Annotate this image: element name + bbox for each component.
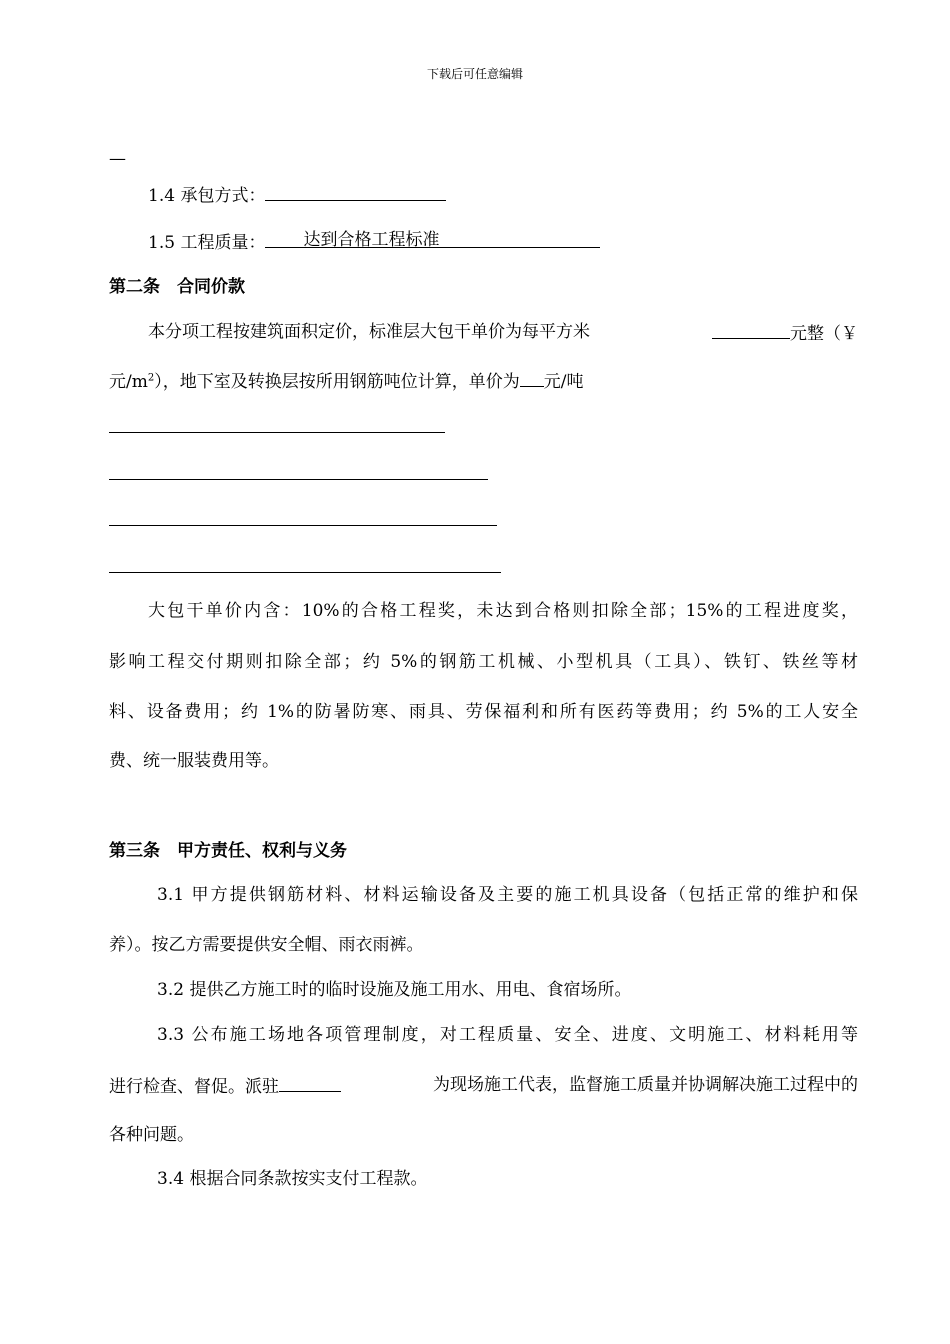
unit-price-blank[interactable] — [712, 321, 790, 339]
article-2-para-2 — [109, 369, 583, 393]
unit-text: 元/m — [109, 372, 148, 392]
clause-3-4: 3.4 根据合同条款按实支付工程款。 — [157, 1169, 428, 1189]
quality-field[interactable] — [265, 230, 600, 248]
blank-line-4[interactable] — [109, 572, 501, 573]
price-content-line-3: 料、设备费用；约 1%的防暑防寒、雨具、劳保福利和所有医药等费用；约 5%的工人安全 — [109, 702, 858, 722]
price-content-line-1: 大包干单价内含：10%的合格工程奖，未达到合格则扣除全部；15%的工程进度奖， — [148, 601, 858, 621]
dispatch-text: 进行检查、督促。派驻 — [109, 1077, 279, 1097]
clause-3-3-line-1: 3.3 公布施工场地各项管理制度，对工程质量、安全、进度、文明施工、材料耗用等 — [157, 1025, 858, 1045]
clause-3-3-line-2 — [109, 1074, 858, 1098]
article-2-para-1 — [148, 321, 858, 345]
price-content-line-2: 影响工程交付期则扣除全部；约 5%的钢筋工机械、小型机具（工具）、铁钉、铁丝等材 — [109, 652, 858, 672]
site-rep-blank[interactable] — [279, 1074, 341, 1092]
price-text-b: 元整（￥ — [790, 324, 858, 344]
ton-price-blank[interactable] — [520, 369, 544, 387]
unit-sup: 2 — [147, 372, 155, 384]
clause-3-3-line-3: 各种问题。 — [109, 1125, 194, 1145]
clause-3-1-line-2: 养）。按乙方需要提供安全帽、雨衣雨裤。 — [109, 935, 424, 955]
blank-line-2[interactable] — [109, 479, 488, 480]
ton-unit-text: 元/吨 — [543, 372, 584, 392]
clause-1-5-label: 1.5 工程质量： — [148, 233, 266, 253]
blank-line-3[interactable] — [109, 525, 497, 526]
blank-line-1[interactable] — [109, 432, 445, 433]
clause-3-1-line-1: 3.1 甲方提供钢筋材料、材料运输设备及主要的施工机具设备（包括正常的维护和保 — [157, 885, 858, 905]
dash-line: — — [109, 149, 126, 169]
clause-1-4-label: 1.4 承包方式： — [148, 186, 266, 206]
contract-method-blank[interactable] — [265, 183, 446, 201]
supervise-text: 为现场施工代表，监督施工质量并协调解决施工过程中的 — [433, 1075, 858, 1095]
clause-1-4 — [148, 183, 446, 207]
quality-value: 达到合格工程标准 — [303, 230, 440, 250]
clause-3-2: 3.2 提供乙方施工时的临时设施及施工用水、用电、食宿场所。 — [157, 980, 632, 1000]
clause-1-5 — [148, 230, 600, 254]
price-text-a: 本分项工程按建筑面积定价，标准层大包干单价为每平方米 — [148, 322, 590, 342]
article-3-title: 第三条 甲方责任、权利与义务 — [109, 841, 347, 861]
page-header: 下载后可任意编辑 — [426, 67, 523, 81]
price-content-line-4: 费、统一服装费用等。 — [109, 751, 279, 771]
article-2-title: 第二条 合同价款 — [109, 277, 245, 297]
basement-text: ），地下室及转换层按所用钢筋吨位计算，单价为 — [154, 372, 520, 392]
